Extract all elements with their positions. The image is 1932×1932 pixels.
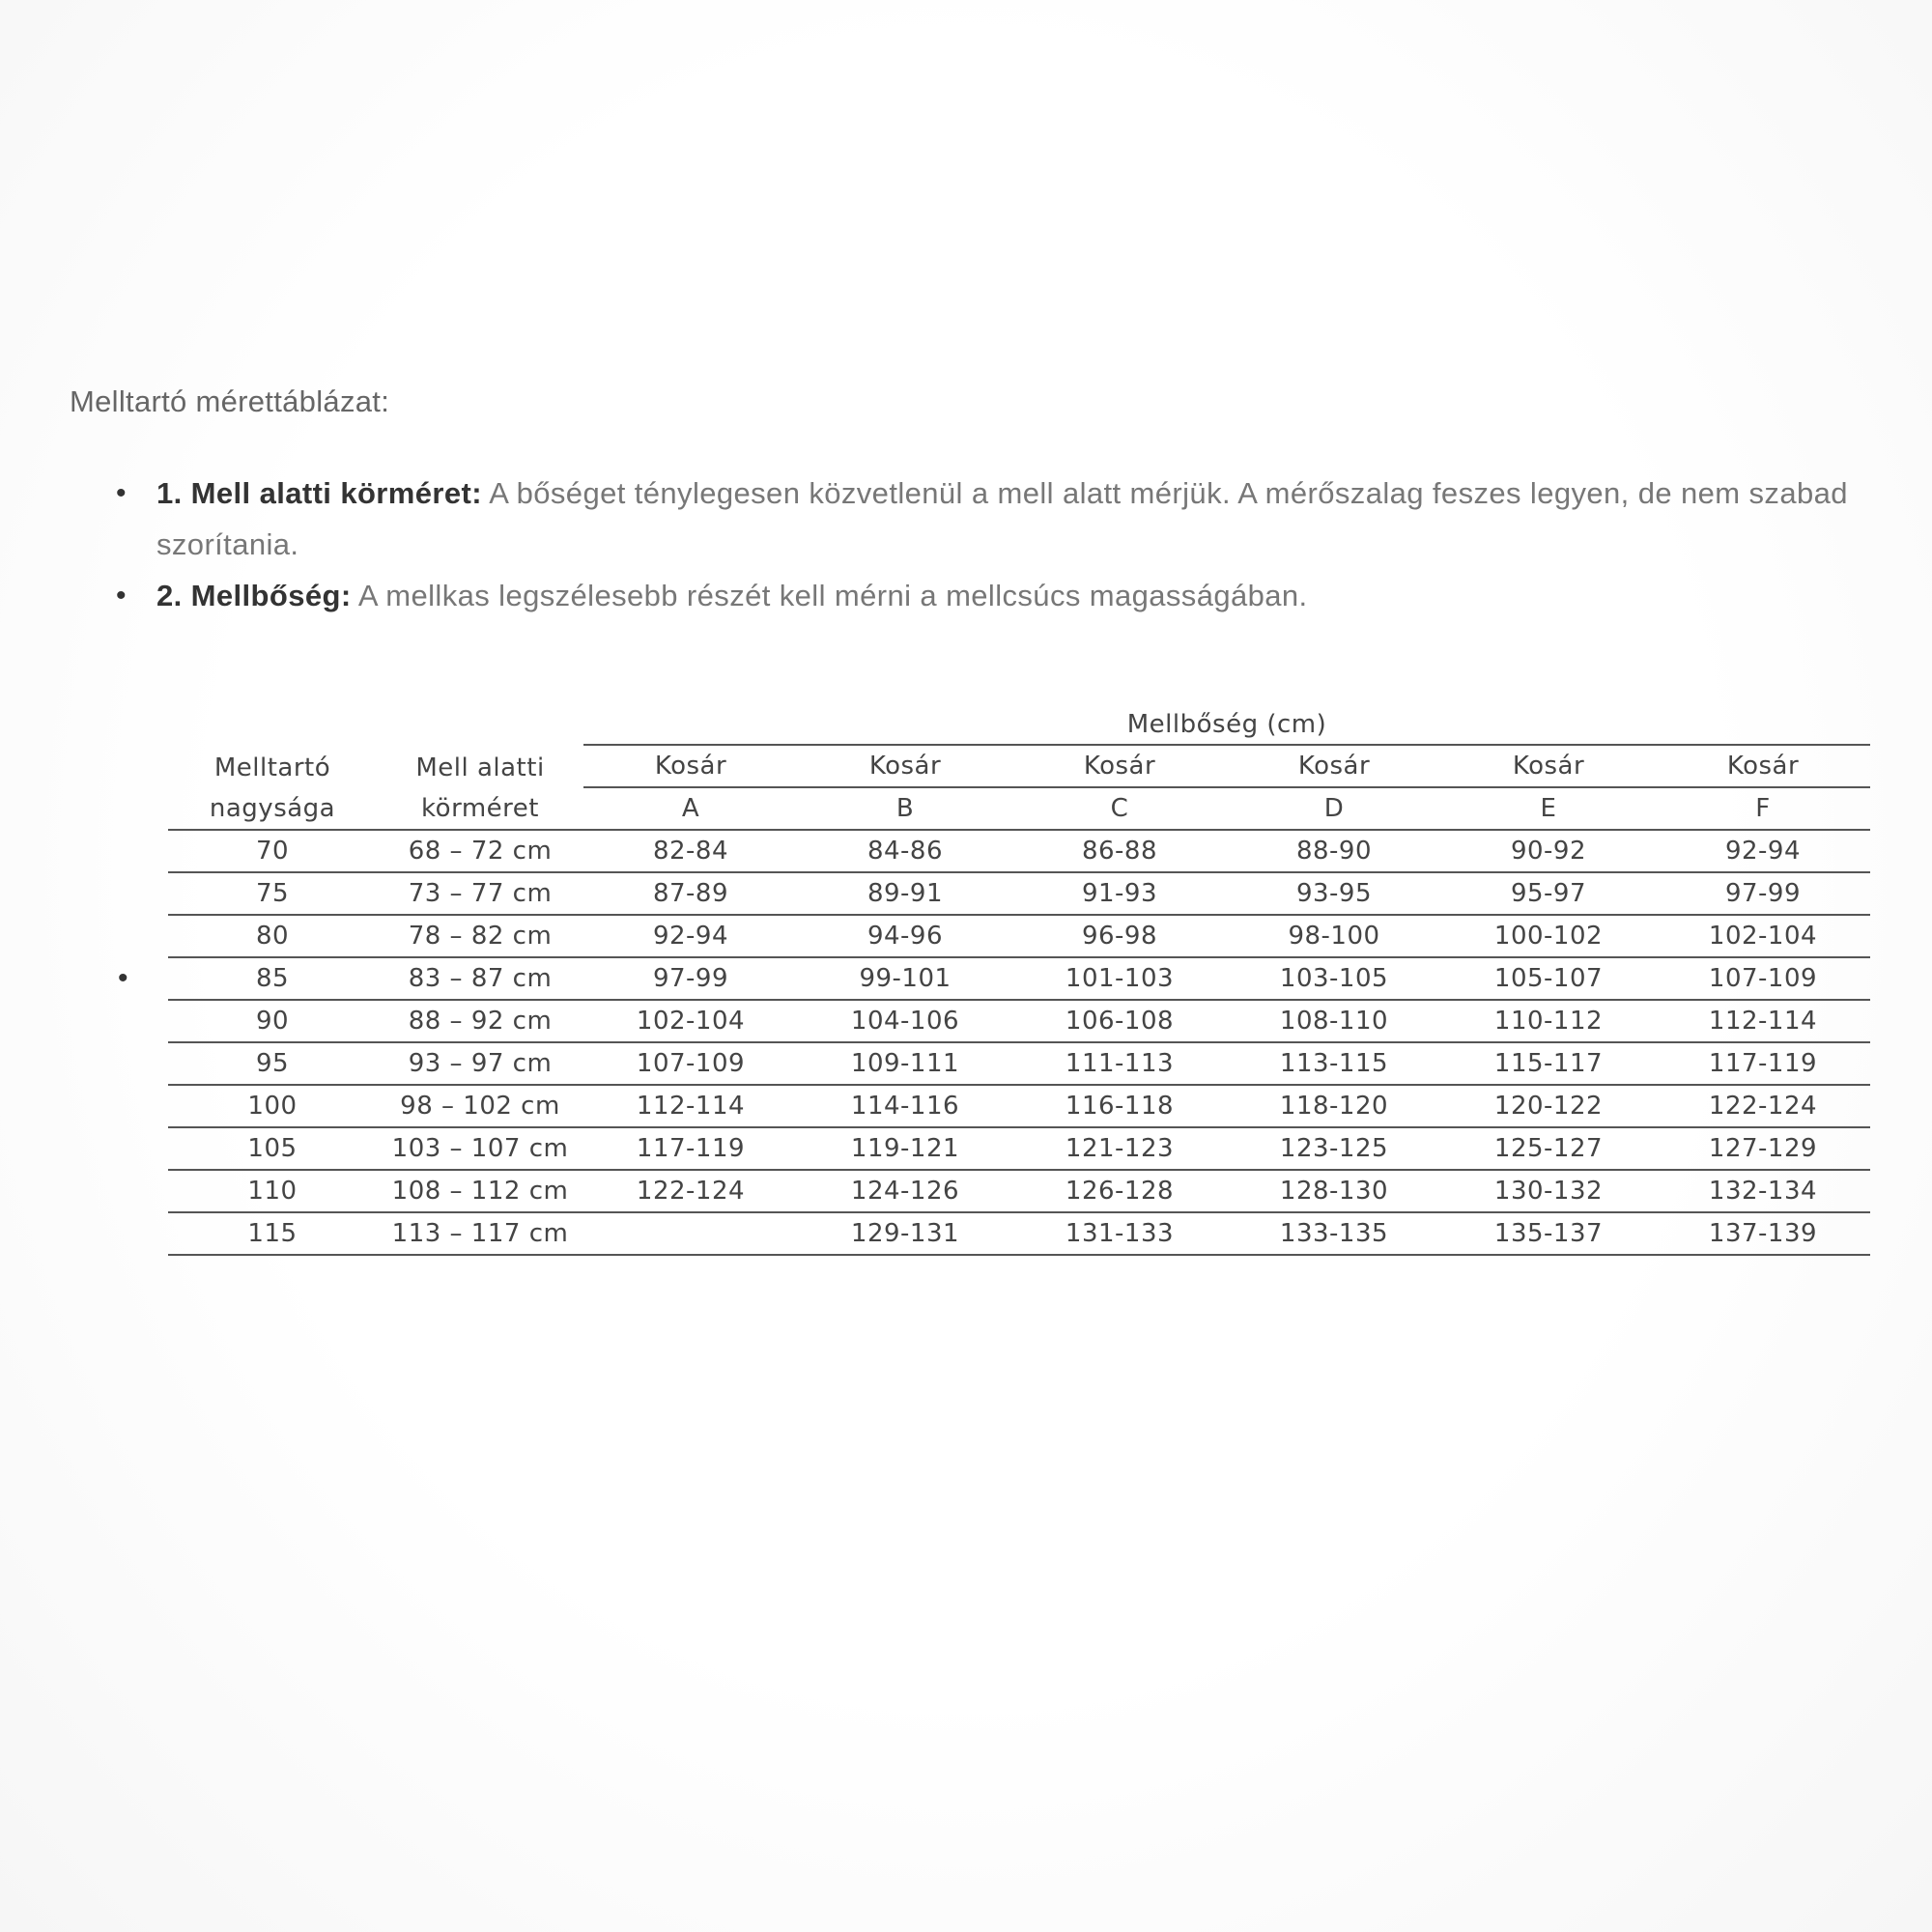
cup-letter-header: B xyxy=(798,787,1012,830)
table-body xyxy=(168,830,1870,1255)
bust-cell: 107-109 xyxy=(1656,957,1870,1000)
bust-cell: 135-137 xyxy=(1441,1212,1656,1255)
table-row xyxy=(168,830,1870,872)
cup-letter-header: A xyxy=(583,787,798,830)
size-cell: 75 xyxy=(168,872,377,915)
bust-cell: 112-114 xyxy=(1656,1000,1870,1042)
underbust-cell: 83 – 87 cm xyxy=(377,957,583,1000)
bust-cell: 125-127 xyxy=(1441,1127,1656,1170)
instruction-item xyxy=(116,468,1893,570)
bra-size-table xyxy=(168,705,1870,1256)
table-row xyxy=(168,1212,1870,1255)
bust-cell: 99-101 xyxy=(798,957,1012,1000)
bust-cell: 112-114 xyxy=(583,1085,798,1127)
instruction-text: A mellkas legszélesebb részét kell mérni a mellcsúcs magasságában. xyxy=(351,579,1308,612)
size-cell: 115 xyxy=(168,1212,377,1255)
bust-cell: 100-102 xyxy=(1441,915,1656,957)
underbust-cell: 68 – 72 cm xyxy=(377,830,583,872)
bust-cell: 105-107 xyxy=(1441,957,1656,1000)
bust-cell: 114-116 xyxy=(798,1085,1012,1127)
bust-cell: 93-95 xyxy=(1227,872,1441,915)
cup-word-header: Kosár xyxy=(1656,745,1870,787)
size-header-line: Melltartó xyxy=(213,753,331,782)
underbust-cell: 113 – 117 cm xyxy=(377,1212,583,1255)
bust-cell: 82-84 xyxy=(583,830,798,872)
bust-cell: 137-139 xyxy=(1656,1212,1870,1255)
underbust-cell: 78 – 82 cm xyxy=(377,915,583,957)
underbust-column-header xyxy=(377,705,583,830)
table-row xyxy=(168,1127,1870,1170)
bust-cell: 92-94 xyxy=(583,915,798,957)
bust-cell: 92-94 xyxy=(1656,830,1870,872)
size-cell: 70 xyxy=(168,830,377,872)
bust-cell: 116-118 xyxy=(1012,1085,1227,1127)
bust-cell: 127-129 xyxy=(1656,1127,1870,1170)
bust-group-header: Mellbőség (cm) xyxy=(583,705,1870,745)
bust-cell: 113-115 xyxy=(1227,1042,1441,1085)
bust-cell: 102-104 xyxy=(583,1000,798,1042)
instruction-label: 2. Mellbőség: xyxy=(156,579,352,612)
size-cell: 95 xyxy=(168,1042,377,1085)
bust-cell: 87-89 xyxy=(583,872,798,915)
bust-cell: 95-97 xyxy=(1441,872,1656,915)
bust-cell: 120-122 xyxy=(1441,1085,1656,1127)
instruction-item xyxy=(116,570,1893,621)
bust-cell: 110-112 xyxy=(1441,1000,1656,1042)
measurement-instructions xyxy=(116,468,1893,621)
bust-cell: 107-109 xyxy=(583,1042,798,1085)
bust-cell: 122-124 xyxy=(583,1170,798,1212)
table-row xyxy=(168,1170,1870,1212)
cup-word-header: Kosár xyxy=(1012,745,1227,787)
bullet-dot: • xyxy=(116,580,127,611)
bust-cell: 117-119 xyxy=(583,1127,798,1170)
bust-cell: 133-135 xyxy=(1227,1212,1441,1255)
cup-letter-header: F xyxy=(1656,787,1870,830)
bust-cell: 96-98 xyxy=(1012,915,1227,957)
size-cell: 85 xyxy=(168,957,377,1000)
bust-cell: 106-108 xyxy=(1012,1000,1227,1042)
size-cell: 80 xyxy=(168,915,377,957)
underbust-header-line: körméret xyxy=(421,794,539,823)
cup-letter-header: E xyxy=(1441,787,1656,830)
table-row xyxy=(168,915,1870,957)
cup-letter-header: C xyxy=(1012,787,1227,830)
stray-bullet: • xyxy=(118,962,128,994)
underbust-cell: 93 – 97 cm xyxy=(377,1042,583,1085)
bust-cell: 126-128 xyxy=(1012,1170,1227,1212)
bust-cell: 101-103 xyxy=(1012,957,1227,1000)
bust-cell: 97-99 xyxy=(583,957,798,1000)
bust-cell: 98-100 xyxy=(1227,915,1441,957)
bust-cell: 94-96 xyxy=(798,915,1012,957)
underbust-header-line: Mell alatti xyxy=(415,753,545,782)
intro-heading: Melltartó mérettáblázat: xyxy=(70,384,390,418)
bust-cell: 130-132 xyxy=(1441,1170,1656,1212)
bust-cell: 84-86 xyxy=(798,830,1012,872)
size-column-header xyxy=(168,705,377,830)
bust-cell: 103-105 xyxy=(1227,957,1441,1000)
size-cell: 100 xyxy=(168,1085,377,1127)
underbust-cell: 88 – 92 cm xyxy=(377,1000,583,1042)
bust-cell: 129-131 xyxy=(798,1212,1012,1255)
table-row xyxy=(168,1000,1870,1042)
bust-cell: 119-121 xyxy=(798,1127,1012,1170)
cup-word-header: Kosár xyxy=(798,745,1012,787)
bullet-dot: • xyxy=(116,477,127,509)
bust-cell: 131-133 xyxy=(1012,1212,1227,1255)
underbust-cell: 98 – 102 cm xyxy=(377,1085,583,1127)
bust-cell: 86-88 xyxy=(1012,830,1227,872)
bust-cell: 91-93 xyxy=(1012,872,1227,915)
bust-cell: 97-99 xyxy=(1656,872,1870,915)
instruction-text: A bőséget ténylegesen közvetlenül a mell alatt mérjük. A mérőszalag feszes legyen, de nem szabad szorítania. xyxy=(156,476,1848,561)
table-row xyxy=(168,1042,1870,1085)
size-header-line: nagysága xyxy=(209,794,336,823)
table-row xyxy=(168,957,1870,1000)
underbust-cell: 108 – 112 cm xyxy=(377,1170,583,1212)
size-cell: 110 xyxy=(168,1170,377,1212)
bust-cell: 109-111 xyxy=(798,1042,1012,1085)
cup-word-header: Kosár xyxy=(583,745,798,787)
bust-cell: 102-104 xyxy=(1656,915,1870,957)
instruction-label: 1. Mell alatti körméret: xyxy=(156,476,482,510)
bust-cell: 117-119 xyxy=(1656,1042,1870,1085)
cup-word-header: Kosár xyxy=(1227,745,1441,787)
bust-cell: 104-106 xyxy=(798,1000,1012,1042)
bust-cell: 122-124 xyxy=(1656,1085,1870,1127)
underbust-cell: 73 – 77 cm xyxy=(377,872,583,915)
bust-cell: 132-134 xyxy=(1656,1170,1870,1212)
underbust-cell: 103 – 107 cm xyxy=(377,1127,583,1170)
bust-cell: 123-125 xyxy=(1227,1127,1441,1170)
bust-cell xyxy=(583,1212,798,1255)
bust-cell: 118-120 xyxy=(1227,1085,1441,1127)
table-row xyxy=(168,1085,1870,1127)
bust-cell: 111-113 xyxy=(1012,1042,1227,1085)
size-cell: 105 xyxy=(168,1127,377,1170)
bust-cell: 128-130 xyxy=(1227,1170,1441,1212)
bust-cell: 115-117 xyxy=(1441,1042,1656,1085)
bust-cell: 121-123 xyxy=(1012,1127,1227,1170)
table-header-row xyxy=(168,705,1870,745)
bust-cell: 89-91 xyxy=(798,872,1012,915)
cup-letter-header: D xyxy=(1227,787,1441,830)
bust-cell: 108-110 xyxy=(1227,1000,1441,1042)
bust-cell: 124-126 xyxy=(798,1170,1012,1212)
cup-word-header: Kosár xyxy=(1441,745,1656,787)
size-cell: 90 xyxy=(168,1000,377,1042)
table-row xyxy=(168,872,1870,915)
bust-cell: 88-90 xyxy=(1227,830,1441,872)
bust-cell: 90-92 xyxy=(1441,830,1656,872)
